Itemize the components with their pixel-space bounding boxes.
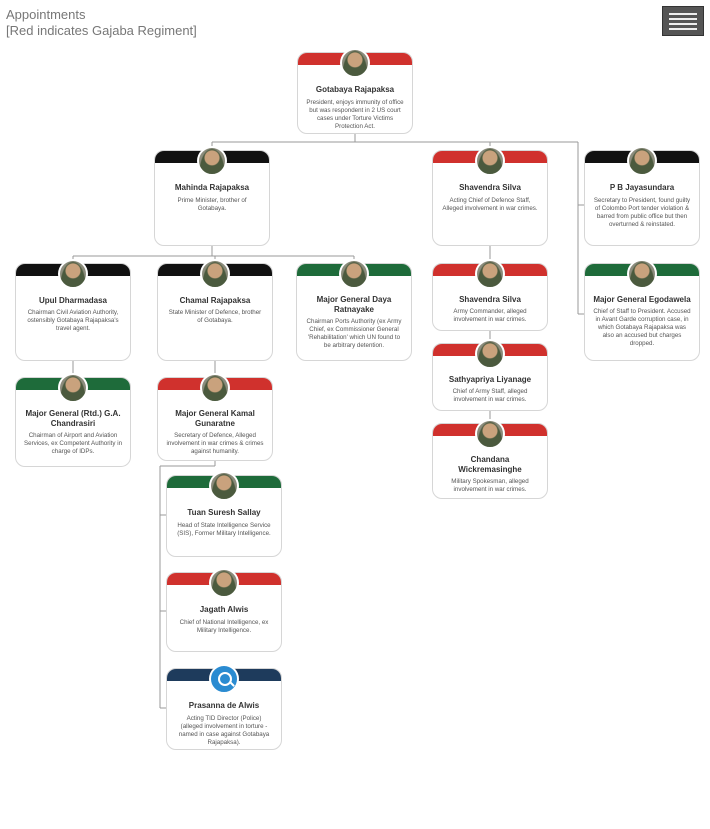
person-photo-icon — [627, 146, 657, 176]
node-description: Acting Chief of Defence Staff, Alleged involvement in war crimes. — [442, 197, 538, 212]
person-photo-icon — [475, 339, 505, 369]
person-photo-icon — [627, 259, 657, 289]
person-photo-icon — [340, 48, 370, 78]
node-description: Acting TID Director (Police) (alleged involvement in torture - named in case against Gotabaya Rajapaksa). — [178, 715, 270, 746]
person-photo-icon — [475, 146, 505, 176]
search-icon — [209, 664, 239, 694]
node-name: Major General Daya Ratnayake — [316, 295, 392, 314]
person-photo-icon — [200, 373, 230, 403]
node-description: Chairman of Airport and Aviation Services, ex Competent Authority in charge of IDPs. — [24, 432, 123, 455]
node-name: Upul Dharmadasa — [38, 296, 108, 305]
person-photo-icon — [197, 146, 227, 176]
node-description: Chief of Army Staff, alleged involvement in war crimes. — [452, 388, 528, 403]
node-name: Major General (Rtd.) G.A. Chandrasiri — [25, 409, 121, 428]
node-name: Shavendra Silva — [459, 183, 521, 192]
node-description: Chairman Ports Authority (ex Army Chief, ex Commissioner General 'Rehabilitation' which UN found to be arbitrary detention. — [306, 318, 402, 349]
node-name: Shavendra Silva — [459, 295, 521, 304]
node-name: Chamal Rajapaksa — [179, 296, 251, 305]
person-photo-icon — [209, 568, 239, 598]
node-name: Major General Kamal Gunaratne — [175, 409, 255, 428]
node-description: Chief of National Intelligence, ex Military Intelligence. — [179, 619, 269, 634]
person-photo-icon — [58, 259, 88, 289]
person-photo-icon — [58, 373, 88, 403]
title-line-2: [Red indicates Gajaba Regiment] — [6, 23, 197, 38]
node-name: Tuan Suresh Sallay — [187, 508, 261, 517]
node-description: Secretary to President, found guilty of Colombo Port tender violation & barred from public office but then overturned & reinstated. — [593, 197, 691, 228]
node-name: Jagath Alwis — [199, 605, 249, 614]
node-name: Mahinda Rajapaksa — [174, 183, 250, 192]
node-description: Chief of Staff to President. Accused in Avant Garde corruption case, in which Gotabaya Rajapaksa was also an accused but charges dropped. — [593, 308, 691, 347]
node-description: Military Spokesman, alleged involvement in war crimes. — [451, 478, 529, 493]
node-description: Prime Minister, brother of Gotabaya. — [177, 197, 247, 212]
node-name: Prasanna de Alwis — [188, 701, 260, 710]
node-description: State Minister of Defence, brother of Gotabaya. — [168, 309, 262, 324]
person-photo-icon — [475, 259, 505, 289]
node-name: P B Jayasundara — [609, 183, 675, 192]
node-name: Major General Egodawela — [593, 295, 691, 304]
node-description: Secretary of Defence, Alleged involvement in war crimes & crimes against humanity. — [166, 432, 264, 455]
node-name: Gotabaya Rajapaksa — [315, 85, 395, 94]
person-photo-icon — [475, 419, 505, 449]
node-description: Head of State Intelligence Service (SIS), Former Military Intelligence. — [177, 522, 271, 537]
person-photo-icon — [339, 259, 369, 289]
title-line-1: Appointments — [6, 7, 86, 22]
node-description: President, enjoys immunity of office but was respondent in 2 US court cases under Torture Victims Protection Act. — [306, 99, 404, 130]
node-description: Army Commander, alleged involvement in war crimes. — [453, 308, 527, 323]
person-photo-icon — [200, 259, 230, 289]
node-description: Chairman Civil Aviation Authority, ostensibly Gotabaya Rajapaksa's travel agent. — [27, 309, 119, 332]
person-photo-icon — [209, 471, 239, 501]
node-name: Sathyapriya Liyanage — [448, 375, 532, 384]
node-name: Chandana Wickremasinghe — [458, 455, 522, 474]
